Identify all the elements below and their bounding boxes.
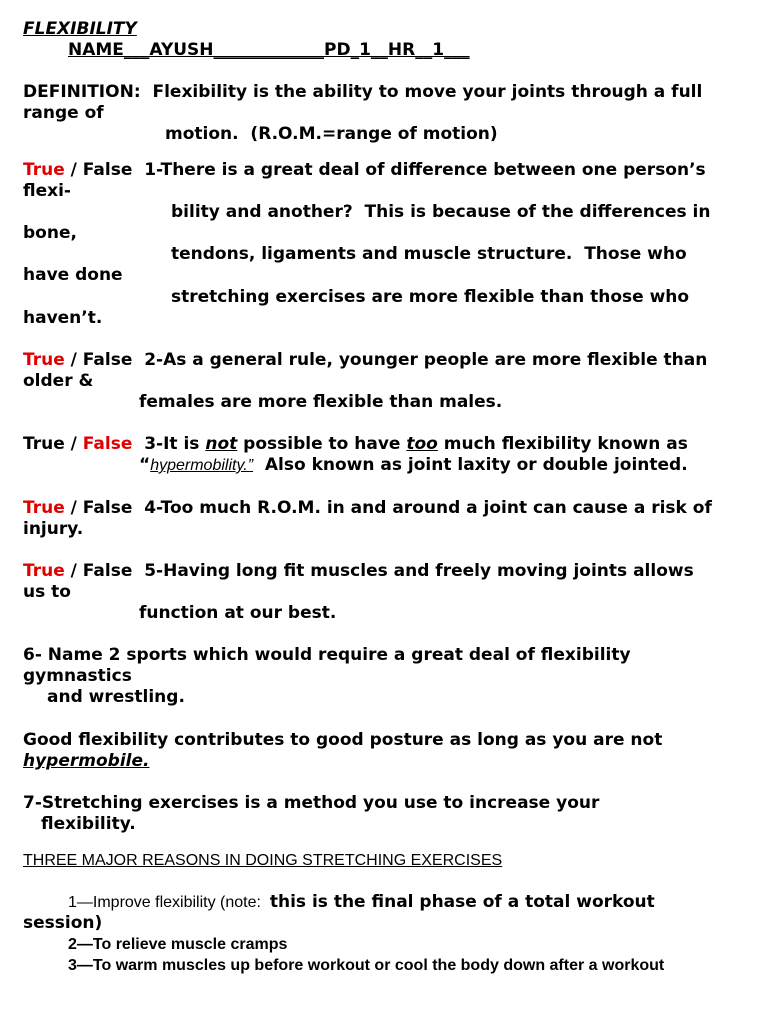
definition-label: DEFINITION: <box>23 82 141 102</box>
definition-line-1: DEFINITION: Flexibility is the ability to move your joints through a full <box>23 82 703 102</box>
question-1-line-4: bone, <box>23 223 77 243</box>
question-7-line-2: flexibility. <box>41 814 136 834</box>
q4-true-answer: True <box>23 498 65 518</box>
question-5-line-1: True / False 5-Having long fit muscles and freely moving joints allows <box>23 561 694 581</box>
q1-false-option: False <box>82 160 133 180</box>
page-title: FLEXIBILITY <box>23 19 137 39</box>
reason-1-line-2: session) <box>23 913 103 933</box>
q2-false-option: False <box>82 350 133 370</box>
posture-line-1: Good flexibility contributes to good posture as long as you are not <box>23 730 663 750</box>
question-3-line-2: “hypermobility.” Also known as joint laxity or double jointed. <box>139 455 688 475</box>
question-4-line-2: injury. <box>23 519 84 539</box>
question-3-line-1: True / False 3-It is not possible to have too much flexibility known as <box>23 434 688 454</box>
posture-hypermobile: hypermobile. <box>23 751 150 771</box>
reason-2: 2—To relieve muscle cramps <box>68 936 288 953</box>
question-2-line-3: females are more flexible than males. <box>139 392 503 412</box>
q3-not-emphasis: not <box>205 434 238 454</box>
question-6-line-1: 6- Name 2 sports which would require a great deal of flexibility <box>23 645 631 665</box>
reason-1-line-1: 1—Improve flexibility (note: this is the final phase of a total workout <box>68 892 655 912</box>
definition-line-2: range of <box>23 103 104 123</box>
q3-true-option: True <box>23 434 65 454</box>
q3-false-answer: False <box>82 434 133 454</box>
hypermobility-term: hypermobility.” <box>150 457 254 474</box>
question-2-line-1: True / False 2-As a general rule, younger people are more flexible than <box>23 350 708 370</box>
question-4-line-1: True / False 4-Too much R.O.M. in and around a joint can cause a risk of <box>23 498 712 518</box>
question-6-answer-1: gymnastics <box>23 666 132 686</box>
question-1-line-7: stretching exercises are more flexible than those who <box>171 287 690 307</box>
question-5-line-2: us to <box>23 582 71 602</box>
question-1-line-8: haven’t. <box>23 308 103 328</box>
q1-true-answer: True <box>23 160 65 180</box>
question-1-line-2: flexi- <box>23 181 71 201</box>
question-1-line-1: True / False 1-There is a great deal of difference between one person’s <box>23 160 706 180</box>
question-7-line-1: 7-Stretching exercises is a method you use to increase your <box>23 793 600 813</box>
reasons-heading: THREE MAJOR REASONS IN DOING STRETCHING EXERCISES <box>23 852 503 869</box>
definition-line-3: motion. (R.O.M.=range of motion) <box>165 124 498 144</box>
q2-true-answer: True <box>23 350 65 370</box>
q5-true-answer: True <box>23 561 65 581</box>
q4-false-option: False <box>82 498 133 518</box>
name-line: NAME___AYUSH_____________PD_1__HR__1___ <box>68 40 470 60</box>
question-1-line-6: have done <box>23 265 123 285</box>
question-5-line-3: function at our best. <box>139 603 337 623</box>
question-2-line-2: older & <box>23 371 94 391</box>
question-6-answer-2: and wrestling. <box>47 687 185 707</box>
question-1-line-5: tendons, ligaments and muscle structure. Those who <box>171 244 687 264</box>
q3-too-emphasis: too <box>406 434 438 454</box>
question-1-line-3: bility and another? This is because of the differences in <box>171 202 711 222</box>
reason-3: 3—To warm muscles up before workout or cool the body down after a workout <box>68 957 665 974</box>
q5-false-option: False <box>82 561 133 581</box>
